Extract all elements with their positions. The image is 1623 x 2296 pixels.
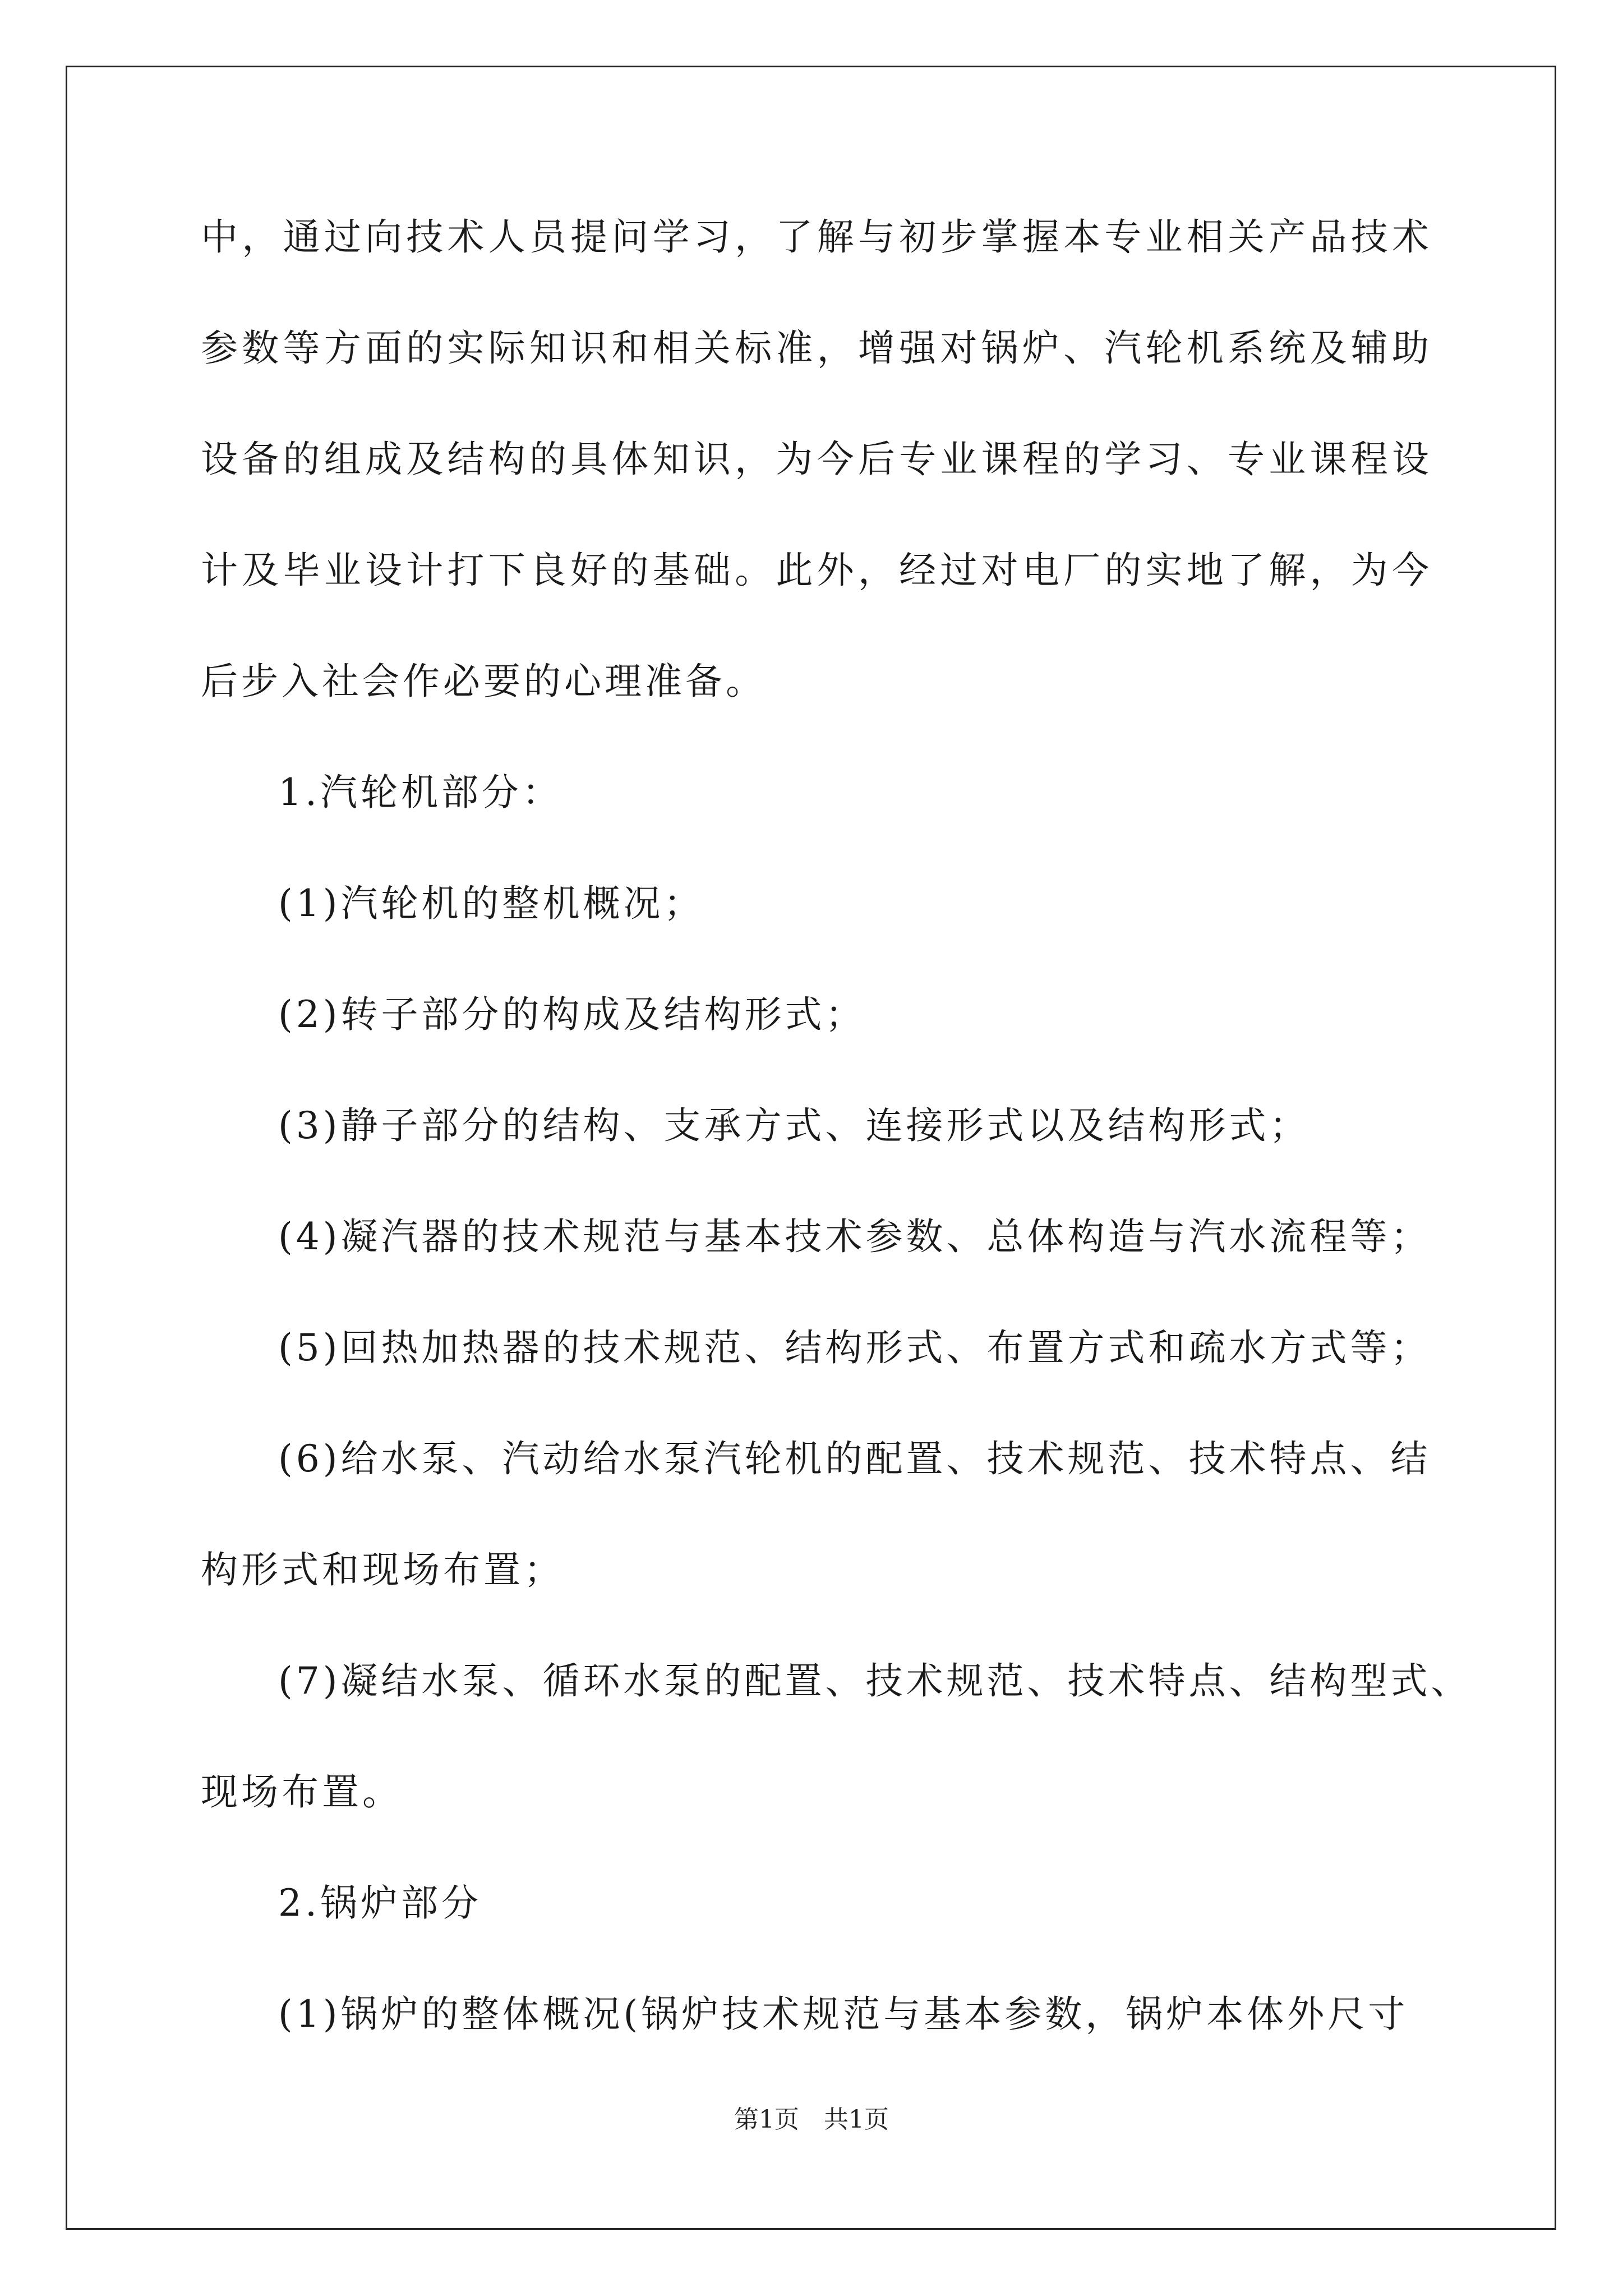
list-item: (5)回热加热器的技术规范、结构形式、布置方式和疏水方式等； xyxy=(278,1326,1431,1369)
section-heading: 1.汽轮机部分： xyxy=(278,771,562,814)
paragraph-line: 中，通过向技术人员提问学习，了解与初步掌握本专业相关产品技术 xyxy=(201,215,1429,259)
list-item-continuation: 构形式和现场布置； xyxy=(201,1548,564,1591)
paragraph-line: 后步入社会作必要的心理准备。 xyxy=(201,660,766,703)
list-item: (4)凝汽器的技术规范与基本技术参数、总体构造与汽水流程等； xyxy=(278,1215,1431,1258)
section-heading: 2.锅炉部分 xyxy=(278,1881,482,1925)
list-item: (1)汽轮机的整机概况； xyxy=(278,882,704,925)
paragraph-line: 计及毕业设计打下良好的基础。此外，经过对电厂的实地了解，为今 xyxy=(201,549,1429,592)
list-item-continuation: 现场布置。 xyxy=(201,1770,403,1814)
list-item: (1)锅炉的整体概况(锅炉技术规范与基本参数，锅炉本体外尺寸 xyxy=(278,1993,1409,2036)
paragraph-line: 设备的组成及结构的具体知识，为今后专业课程的学习、专业课程设 xyxy=(201,438,1429,481)
page-footer: 第1页 共1页 xyxy=(734,2105,889,2134)
list-item: (2)转子部分的构成及结构形式； xyxy=(278,993,866,1036)
list-item: (3)静子部分的结构、支承方式、连接形式以及结构形式； xyxy=(278,1104,1310,1147)
list-item: (6)给水泵、汽动给水泵汽轮机的配置、技术规范、技术特点、结 xyxy=(278,1437,1431,1480)
list-item: (7)凝结水泵、循环水泵的配置、技术规范、技术特点、结构型式、 xyxy=(278,1659,1472,1703)
paragraph-line: 参数等方面的实际知识和相关标准，增强对锅炉、汽轮机系统及辅助 xyxy=(201,326,1429,370)
